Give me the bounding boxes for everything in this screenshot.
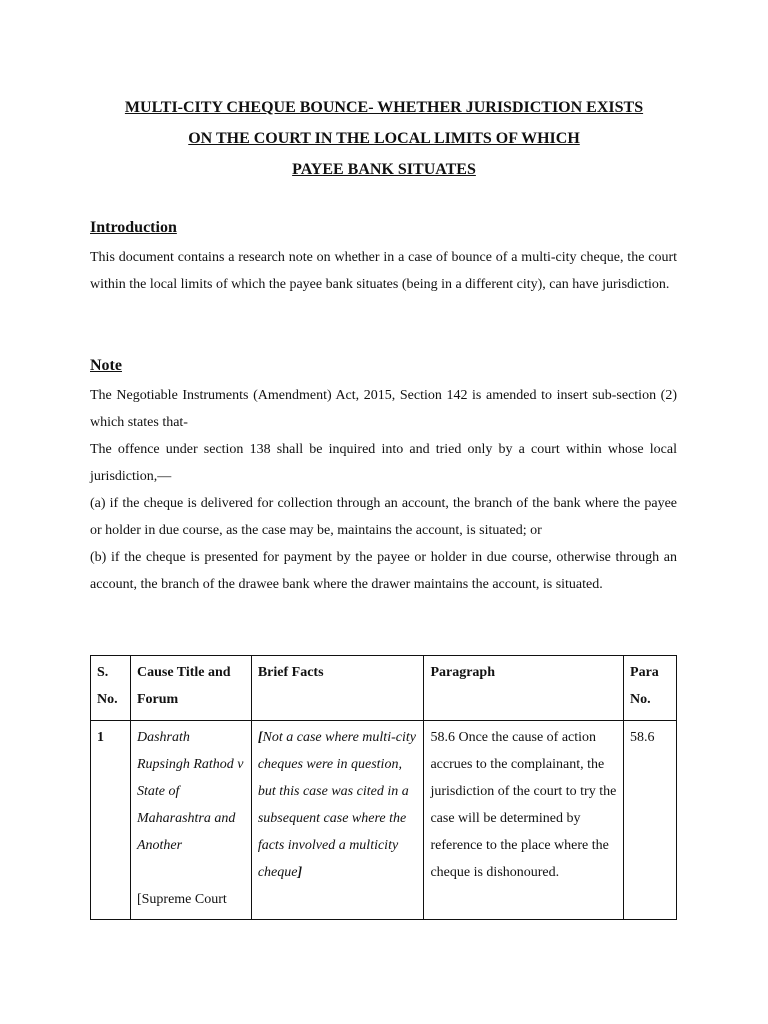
title-line-1: MULTI-CITY CHEQUE BOUNCE- WHETHER JURISDICTION EXISTS (124, 99, 644, 116)
cell-sno: 1 (91, 721, 131, 920)
brief-facts-text: Not a case where multi-city cheques were in question, but this case was cited in a subsequent case where the facts involved a multicity cheque (257, 730, 416, 880)
title-line-2: ON THE COURT IN THE LOCAL LIMITS OF WHICH (188, 130, 580, 147)
table-header-row (91, 656, 677, 721)
header-cause-title: Cause Title and Forum (130, 656, 251, 721)
title-line-3: PAYEE BANK SITUATES (292, 161, 476, 178)
note-text (90, 382, 677, 598)
introduction-heading: Introduction (90, 219, 177, 236)
cause-title-text: Dashrath Rupsingh Rathod v State of Maharashtra and Another (136, 730, 244, 853)
cell-cause-title (130, 721, 251, 920)
header-para-no: Para No. (624, 656, 677, 721)
brief-close-bracket: ] (297, 865, 303, 880)
cell-para-no: 58.6 (624, 721, 677, 920)
header-sno: S. No. (91, 656, 131, 721)
introduction-text (90, 244, 677, 298)
document-title (0, 92, 768, 185)
cell-paragraph: 58.6 Once the cause of action accrues to the complainant, the jurisdiction of the court to try the case will be determined by reference to the place where the cheque is dishonoured. (424, 721, 624, 920)
note-paragraph-4: (b) if the cheque is presented for payment by the payee or holder in due course, otherwise through an account, the branch of the drawee bank where the drawer maintains the account, is situated. (90, 550, 677, 592)
case-table (90, 655, 677, 920)
table-row (91, 721, 677, 920)
note-paragraph-1: The Negotiable Instruments (Amendment) Act, 2015, Section 142 is amended to insert sub-section (2) which states that- (90, 388, 677, 430)
note-heading: Note (90, 357, 122, 374)
header-brief-facts: Brief Facts (251, 656, 424, 721)
forum-text: [Supreme Court (136, 892, 227, 907)
note-paragraph-3: (a) if the cheque is delivered for collection through an account, the branch of the bank where the payee or holder in due course, as the case may be, maintains the account, is situated; or (90, 496, 677, 538)
introduction-paragraph: This document contains a research note on whether in a case of bounce of a multi-city cheque, the court within the local limits of which the payee bank situates (being in a different city), can have jurisdiction. (90, 250, 677, 292)
note-paragraph-2: The offence under section 138 shall be inquired into and tried only by a court within whose local jurisdiction,— (90, 442, 677, 484)
cell-brief-facts (251, 721, 424, 920)
header-paragraph: Paragraph (424, 656, 624, 721)
brief-open-bracket: [ (257, 730, 263, 745)
